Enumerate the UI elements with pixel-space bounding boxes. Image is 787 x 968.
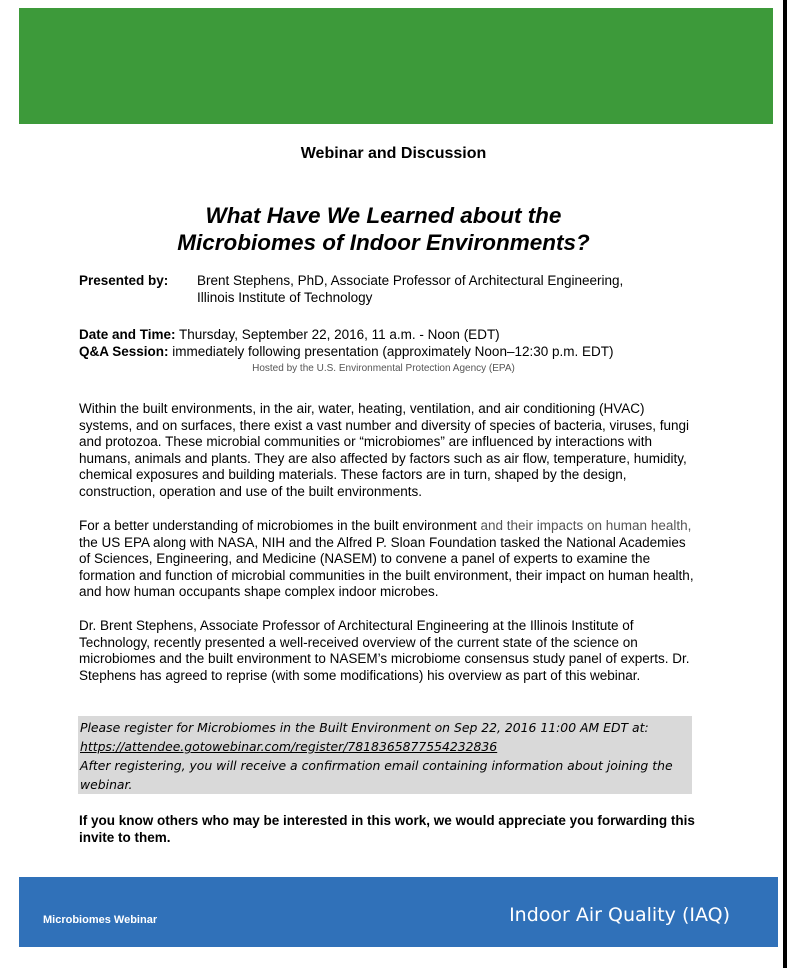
body-paragraph-1: Within the built environments, in the air, water, heating, ventilation, and air conditioning (HVAC) systems, and on surfaces, there exist a vast number and diversity of species of bacteria, viruses, fungi and protozoa. These microbial communities or “microbiomes” are influenced by interactions with humans, animals and plants. They are also affected by factors such as air flow, temperature, humidity, chemical exposures and building materials. These factors are in turn, shaped by the design, construction, operation and use of the built environments.	[79, 401, 690, 499]
footer-banner	[19, 877, 778, 947]
body-paragraph-2	[79, 518, 699, 601]
presenter-value: Brent Stephens, PhD, Associate Professor of Architectural Engineering, Illinois Institute of Technology	[197, 273, 624, 305]
title-line-1: What Have We Learned about the	[205, 203, 562, 228]
schedule-block	[79, 326, 719, 360]
registration-note: After registering, you will receive a confirmation email containing information about joining the webinar.	[80, 758, 673, 792]
header-banner	[19, 8, 773, 124]
page-title	[0, 202, 767, 256]
registration-text	[80, 718, 692, 794]
closing-note: If you know others who may be interested in this work, we would appreciate you forwarding this invite to them.	[79, 813, 695, 845]
date-value: Thursday, September 22, 2016, 11 a.m. - Noon (EDT)	[175, 327, 500, 342]
title-line-2: Microbiomes of Indoor Environments?	[177, 230, 590, 255]
para2-part-a: For a better understanding of microbiomes in the built environment	[79, 518, 477, 533]
registration-link[interactable]: https://attendee.gotowebinar.com/register/7818365877554232836	[80, 739, 498, 754]
qa-line	[79, 343, 719, 360]
qa-value: immediately following presentation (approximately Noon–12:30 p.m. EDT)	[168, 344, 614, 359]
webinar-label: Webinar and Discussion	[300, 145, 487, 162]
registration-line: Please register for Microbiomes in the Built Environment on Sep 22, 2016 11:00 AM EDT at:	[80, 720, 649, 735]
date-label: Date and Time:	[79, 327, 176, 342]
para2-part-b: and their impacts on human health,	[476, 518, 692, 533]
footer-right-label: Indoor Air Quality (IAQ)	[509, 904, 730, 926]
para2-part-c: the US EPA along with NASA, NIH and the Alfred P. Sloan Foundation tasked the National Academies of Sciences, Engineering, and Medicine (NASEM) to convene a panel of experts to examine the formation and function of microbial communities in the built environment, their impact on human health, and how human occupants shape complex indoor microbes.	[79, 534, 694, 600]
body-paragraph-3: Dr. Brent Stephens, Associate Professor of Architectural Engineering at the Illinois Institute of Technology, recently presented a well-received overview of the current state of the science on microbiomes and the built environment to NASEM’s microbiome consensus study panel of experts. Dr. Stephens has agreed to reprise (with some modifications) his overview as part of this webinar.	[79, 618, 690, 683]
date-time-line	[79, 326, 719, 343]
presenter-label: Presented by:	[79, 273, 169, 288]
qa-label: Q&A Session:	[79, 344, 169, 359]
hosted-by: Hosted by the U.S. Environmental Protection Agency (EPA)	[252, 363, 515, 374]
footer-left-label: Microbiomes Webinar	[43, 914, 158, 926]
